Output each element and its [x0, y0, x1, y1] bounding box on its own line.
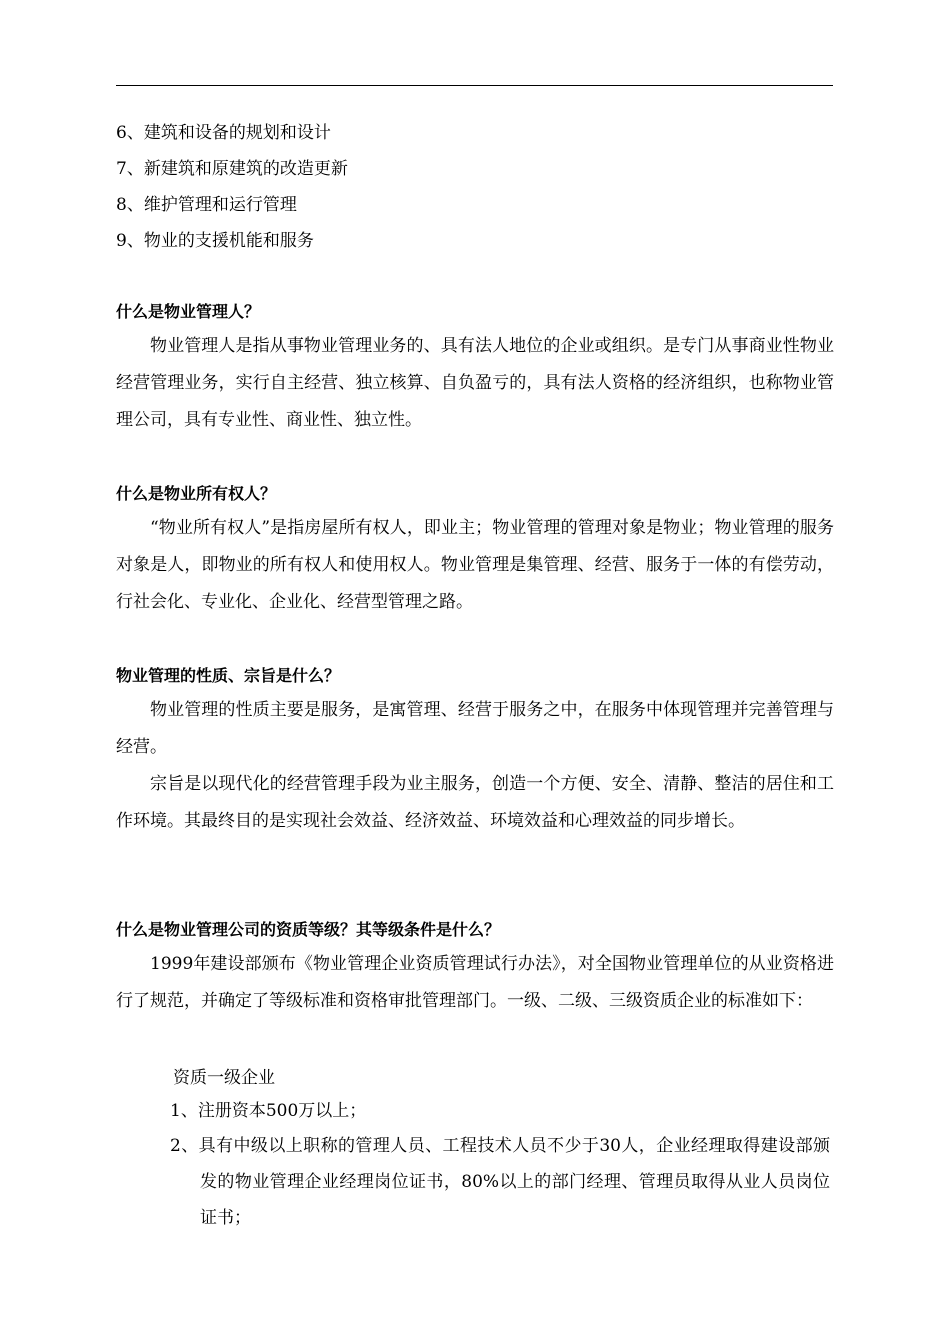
section-paragraph: 宗旨是以现代化的经营管理手段为业主服务，创造一个方便、安全、清静、整洁的居住和工作环境。其最终目的是实现社会效益、经济效益、环境效益和心理效益的同步增长。: [116, 774, 834, 831]
section-heading: 物业管理的性质、宗旨是什么？: [116, 666, 341, 685]
section-heading: 什么是物业所有权人？: [116, 484, 277, 503]
section-heading: 什么是物业管理人？: [116, 302, 261, 321]
section-qualification-levels: [116, 914, 834, 1020]
qualification-title: 资质一级企业: [173, 1068, 275, 1088]
list-item: 9、物业的支援机能和服务: [116, 231, 314, 251]
section-paragraph: “物业所有权人”是指房屋所有权人，即业主；物业管理的管理对象是物业；物业管理的服务对象是人，即物业的所有权人和使用权人。物业管理是集管理、经营、服务于一体的有偿劳动，行社会化、专业化、企业化、经营型管理之路。: [116, 518, 834, 612]
section-heading: 什么是物业管理公司的资质等级？其等级条件是什么？: [116, 920, 501, 939]
qualification-item: 2、具有中级以上职称的管理人员、工程技术人员不少于30人，企业经理取得建设部颁发的物业管理企业经理岗位证书，80%以上的部门经理、管理员取得从业人员岗位证书；: [170, 1136, 830, 1228]
section-property-manager: [116, 296, 834, 439]
numbered-list: [116, 118, 836, 262]
section-property-owner: [116, 478, 834, 621]
list-item: 7、新建筑和原建筑的改造更新: [116, 159, 348, 179]
list-item: 8、维护管理和运行管理: [116, 195, 297, 215]
section-nature-purpose: [116, 660, 834, 840]
section-paragraph: 物业管理的性质主要是服务，是寓管理、经营于服务之中，在服务中体现管理并完善管理与经营。: [116, 700, 834, 757]
qualification-level-one: [170, 1062, 830, 1236]
qualification-item: 1、注册资本500万以上；: [170, 1101, 367, 1121]
header-rule: [116, 85, 833, 86]
section-paragraph: 物业管理人是指从事物业管理业务的、具有法人地位的企业或组织。是专门从事商业性物业经营管理业务，实行自主经营、独立核算、自负盈亏的，具有法人资格的经济组织，也称物业管理公司，具有专业性、商业性、独立性。: [116, 336, 834, 430]
list-item: 6、建筑和设备的规划和设计: [116, 123, 331, 143]
section-paragraph: 1999年建设部颁布《物业管理企业资质管理试行办法》，对全国物业管理单位的从业资格进行了规范，并确定了等级标准和资格审批管理部门。一级、二级、三级资质企业的标准如下：: [116, 954, 834, 1011]
